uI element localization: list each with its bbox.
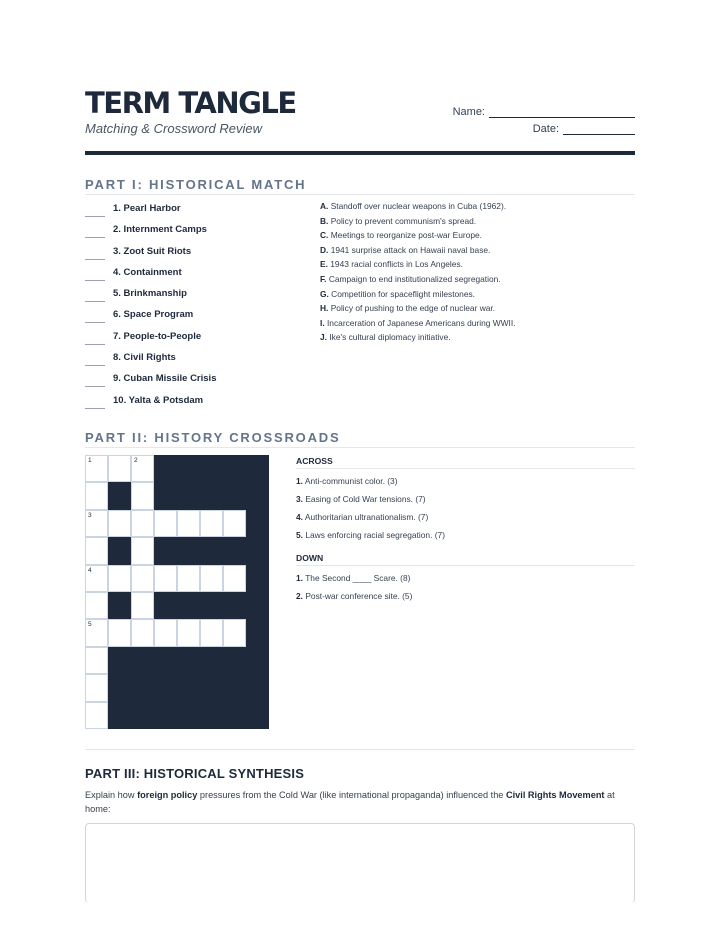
definition-text: Incarceration of Japanese Americans during WWII. (326, 317, 516, 328)
clue-text: Anti-communist color. (3) (304, 476, 398, 486)
term-row (85, 263, 305, 284)
clue-number: 4 (88, 566, 92, 574)
clue-num: 4. (296, 512, 303, 522)
term-label: 7. People-to-People (113, 330, 202, 342)
term-row (85, 348, 305, 369)
definition-item (320, 330, 635, 345)
clue-text: Post-war conference site. (5) (305, 591, 413, 601)
definition-letter: H. (320, 303, 329, 314)
definition-item (320, 257, 635, 272)
crossword-grid (85, 455, 269, 729)
across-clue (296, 490, 635, 508)
answer-blank[interactable] (85, 353, 105, 366)
answer-blank[interactable] (85, 289, 105, 302)
date-field[interactable] (533, 123, 635, 135)
crossword-cell[interactable] (200, 565, 223, 592)
worksheet-page (85, 0, 635, 932)
crossword-cell[interactable] (223, 510, 246, 537)
part1-divider (85, 194, 635, 195)
definition-list (320, 199, 635, 345)
crossword-cell[interactable] (85, 702, 108, 729)
clue-num: 3. (296, 494, 303, 504)
definition-text: 1941 surprise attack on Hawaii naval base. (330, 244, 491, 255)
definition-item (320, 243, 635, 258)
term-row (85, 199, 305, 220)
term-label: 9. Cuban Missile Crisis (113, 373, 217, 385)
term-row (85, 242, 305, 263)
crossword-cell[interactable] (223, 619, 246, 646)
crossword-cell[interactable] (85, 674, 108, 701)
crossword-clues (296, 455, 635, 605)
crossword-cell[interactable] (131, 482, 154, 509)
definition-item (320, 272, 635, 287)
clue-number: 3 (88, 511, 92, 519)
across-clue (296, 508, 635, 526)
prompt-emphasis: Civil Rights Movement (505, 790, 605, 800)
definition-letter: F. (320, 273, 327, 284)
clue-text: Laws enforcing racial segregation. (7) (305, 530, 445, 540)
definition-letter: I. (320, 317, 325, 328)
clue-number: 2 (134, 457, 138, 464)
crossword-cell[interactable] (85, 455, 108, 482)
term-row (85, 391, 305, 412)
crossword-cell[interactable] (223, 565, 246, 592)
crossword-cell[interactable] (85, 565, 108, 592)
definition-text: Competition for spaceflight milestones. (331, 288, 476, 299)
part3-divider (85, 749, 635, 750)
crossword-cell[interactable] (200, 619, 223, 646)
clue-num: 2. (296, 591, 303, 601)
answer-blank[interactable] (85, 374, 105, 387)
answer-blank[interactable] (85, 310, 105, 323)
part1-heading: PART I: HISTORICAL MATCH (85, 177, 307, 192)
definition-letter: A. (320, 201, 329, 211)
worksheet-subtitle: Matching & Crossword Review (85, 121, 263, 136)
date-line[interactable] (563, 123, 635, 135)
answer-box[interactable] (85, 823, 635, 903)
term-label: 5. Brinkmanship (113, 288, 187, 300)
crossword-cell[interactable] (200, 510, 223, 537)
clue-text: Authoritarian ultranationalism. (7) (304, 512, 429, 522)
crossword-cell[interactable] (108, 455, 131, 482)
part3-prompt (85, 789, 635, 816)
crossword-cell[interactable] (131, 565, 154, 592)
worksheet-title: TERM TANGLE (85, 86, 296, 120)
term-label: 10. Yalta & Potsdam (113, 394, 204, 406)
clue-num: 1. (296, 476, 303, 486)
down-clue (296, 569, 635, 587)
definition-letter: J. (320, 332, 327, 343)
prompt-text: at home: (85, 790, 615, 814)
crossword-cell[interactable] (85, 482, 108, 509)
date-label: Date: (532, 123, 559, 135)
crossword-cell[interactable] (131, 510, 154, 537)
crossword-cell[interactable] (154, 565, 177, 592)
name-field[interactable] (453, 106, 635, 118)
term-label: 4. Containment (113, 266, 182, 278)
definition-item (320, 199, 635, 214)
definition-text: Meetings to reorganize post-war Europe. (330, 230, 482, 241)
term-label: 6. Space Program (113, 309, 194, 321)
definition-item (320, 214, 635, 229)
across-clue (296, 472, 635, 490)
crossword-cell[interactable] (85, 510, 108, 537)
clue-num: 5. (296, 530, 303, 540)
down-clue (296, 587, 635, 605)
definition-text: 1943 racial conflicts in Los Angeles. (330, 259, 463, 270)
part3-heading: PART III: HISTORICAL SYNTHESIS (85, 766, 305, 781)
definition-item (320, 316, 635, 331)
term-label: 3. Zoot Suit Riots (113, 245, 192, 257)
crossword-cell[interactable] (131, 537, 154, 564)
down-heading: DOWN (296, 552, 635, 566)
answer-blank[interactable] (85, 332, 105, 345)
crossword-cell[interactable] (177, 565, 200, 592)
crossword-cell[interactable] (108, 565, 131, 592)
definition-text: Policy of pushing to the edge of nuclear war. (330, 303, 496, 314)
clue-text: Easing of Cold War tensions. (7) (305, 494, 426, 504)
crossword-cell[interactable] (85, 537, 108, 564)
part2-divider (85, 447, 635, 448)
crossword-cell[interactable] (177, 619, 200, 646)
across-clue (296, 526, 635, 544)
definition-text: Policy to prevent communism's spread. (330, 215, 477, 226)
definition-text: Standoff over nuclear weapons in Cuba (1962). (330, 201, 507, 211)
crossword-cell[interactable] (177, 510, 200, 537)
clue-number: 5 (88, 621, 92, 629)
answer-blank[interactable] (85, 204, 105, 217)
term-label: 8. Civil Rights (113, 352, 176, 364)
crossword-cell[interactable] (108, 619, 131, 646)
part2-heading: PART II: HISTORY CROSSROADS (85, 430, 341, 445)
crossword-cell[interactable] (131, 592, 154, 619)
definition-item (320, 287, 635, 302)
crossword-cell[interactable] (154, 619, 177, 646)
across-heading: ACROSS (296, 455, 635, 469)
term-list (85, 199, 305, 412)
answer-blank[interactable] (85, 268, 105, 281)
answer-blank[interactable] (85, 396, 105, 409)
term-row (85, 369, 305, 390)
definition-text: Ike's cultural diplomacy initiative. (329, 332, 451, 343)
name-line[interactable] (489, 106, 635, 118)
crossword-cell[interactable] (131, 619, 154, 646)
definition-item (320, 301, 635, 316)
term-row (85, 284, 305, 305)
definition-letter: E. (320, 259, 328, 270)
answer-blank[interactable] (85, 247, 105, 260)
crossword-cell[interactable] (108, 510, 131, 537)
prompt-text: Explain how (85, 790, 138, 800)
prompt-text: pressures from the Cold War (like international propaganda) influenced the (197, 790, 506, 800)
definition-letter: C. (320, 230, 329, 241)
crossword-cell[interactable] (85, 619, 108, 646)
clue-num: 1. (296, 573, 303, 583)
definition-letter: G. (320, 288, 329, 299)
term-row (85, 220, 305, 241)
header-divider (85, 151, 635, 155)
definition-text: Campaign to end institutionalized segregation. (328, 273, 501, 284)
clue-text: The Second ____ Scare. (8) (305, 573, 411, 583)
name-label: Name: (452, 106, 485, 118)
crossword-cell[interactable] (85, 647, 108, 674)
crossword-cell[interactable] (131, 455, 154, 482)
term-label: 1. Pearl Harbor (113, 203, 181, 214)
answer-blank[interactable] (85, 225, 105, 238)
definition-letter: D. (320, 244, 329, 255)
crossword-cell[interactable] (85, 592, 108, 619)
term-row (85, 305, 305, 326)
clue-number: 1 (88, 457, 92, 464)
definition-letter: B. (320, 215, 329, 226)
term-label: 2. Internment Camps (113, 224, 207, 236)
definition-item (320, 228, 635, 243)
prompt-emphasis: foreign policy (137, 790, 198, 800)
crossword-cell[interactable] (154, 510, 177, 537)
term-row (85, 327, 305, 348)
